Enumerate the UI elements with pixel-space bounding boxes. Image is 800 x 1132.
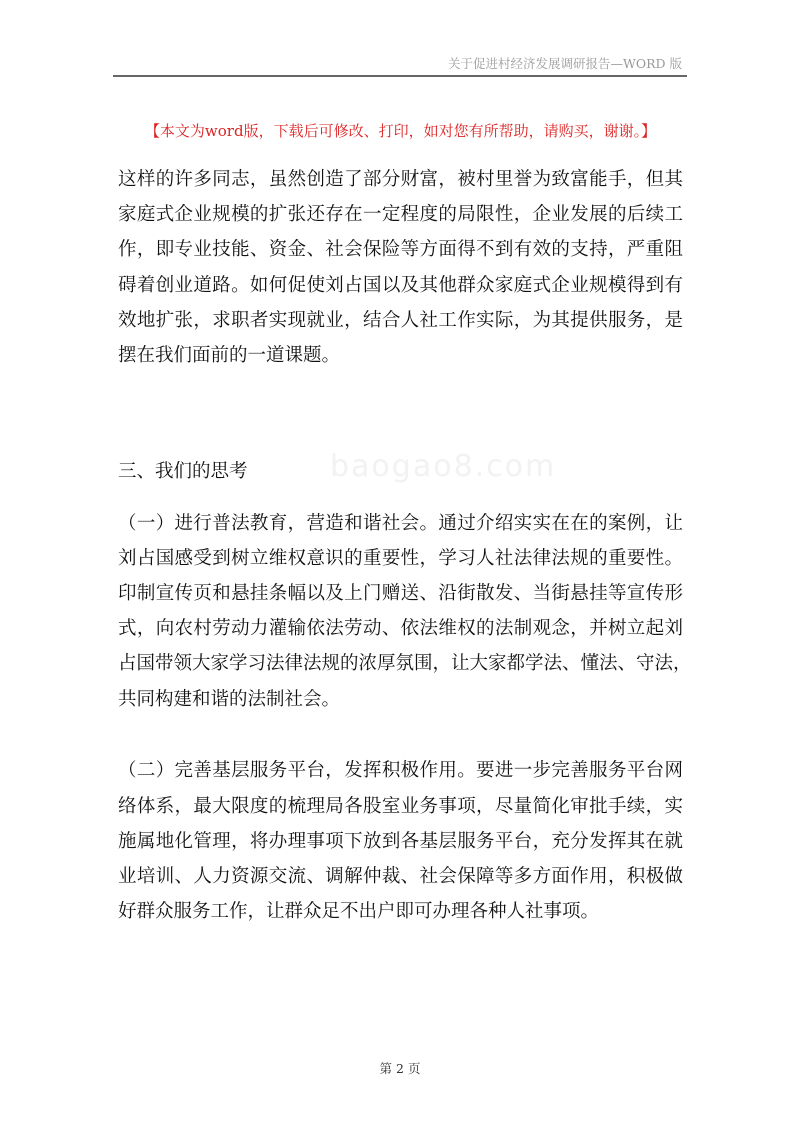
paragraph-line: 好群众服务工作，让群众足不出户即可办理各种人社事项。: [118, 901, 600, 922]
paragraph-line: 碍着创业道路。如何促使刘占国以及其他群众家庭式企业规模得到有: [118, 275, 683, 296]
download-notice: 【本文为word版，下载后可修改、打印，如对您有所帮助，请购买，谢谢。】: [144, 122, 657, 140]
paragraph-line: 印制宣传页和悬挂条幅以及上门赠送、沿街散发、当街悬挂等宣传形: [118, 583, 683, 604]
paragraph-line: 络体系，最大限度的梳理局各股室业务事项，尽量简化审批手续，实: [118, 796, 683, 817]
watermark: baogao8.com: [330, 449, 557, 484]
paragraph-line: （二）完善基层服务平台，发挥积极作用。要进一步完善服务平台网: [118, 760, 683, 781]
paragraph-line: （一）进行普法教育，营造和谐社会。通过介绍实实在在的案例，让: [118, 513, 683, 534]
header-rule: [113, 75, 687, 77]
page-number: 第 2 页: [379, 1061, 421, 1076]
paragraph-line: 业培训、人力资源交流、调解仲裁、社会保障等多方面作用，积极做: [118, 866, 683, 887]
paragraph-line: 占国带领大家学习法律法规的浓厚氛围，让大家都学法、懂法、守法，: [118, 653, 692, 674]
paragraph-line: 式，向农村劳动力灌输依法劳动、依法维权的法制观念，并树立起刘: [118, 618, 683, 639]
paragraph-line: 家庭式企业规模的扩张还存在一定程度的局限性，企业发展的后续工: [118, 204, 683, 225]
paragraph-line: 施属地化管理，将办理事项下放到各基层服务平台，充分发挥其在就: [118, 831, 683, 852]
paragraph-line: 作，即专业技能、资金、社会保险等方面得不到有效的支持，严重阻: [118, 239, 683, 260]
paragraph-line: 摆在我们面前的一道课题。: [118, 345, 341, 366]
paragraph-line: 共同构建和谐的法制社会。: [118, 689, 341, 710]
running-header: 关于促进村经济发展调研报告—WORD 版: [447, 56, 682, 71]
section-heading: 三、我们的思考: [118, 461, 248, 482]
paragraph-line: 这样的许多同志，虽然创造了部分财富，被村里誉为致富能手，但其: [118, 169, 683, 190]
paragraph-line: 刘占国感受到树立维权意识的重要性，学习人社法律法规的重要性。: [118, 548, 683, 569]
paragraph-line: 效地扩张，求职者实现就业，结合人社工作实际，为其提供服务，是: [118, 310, 683, 331]
